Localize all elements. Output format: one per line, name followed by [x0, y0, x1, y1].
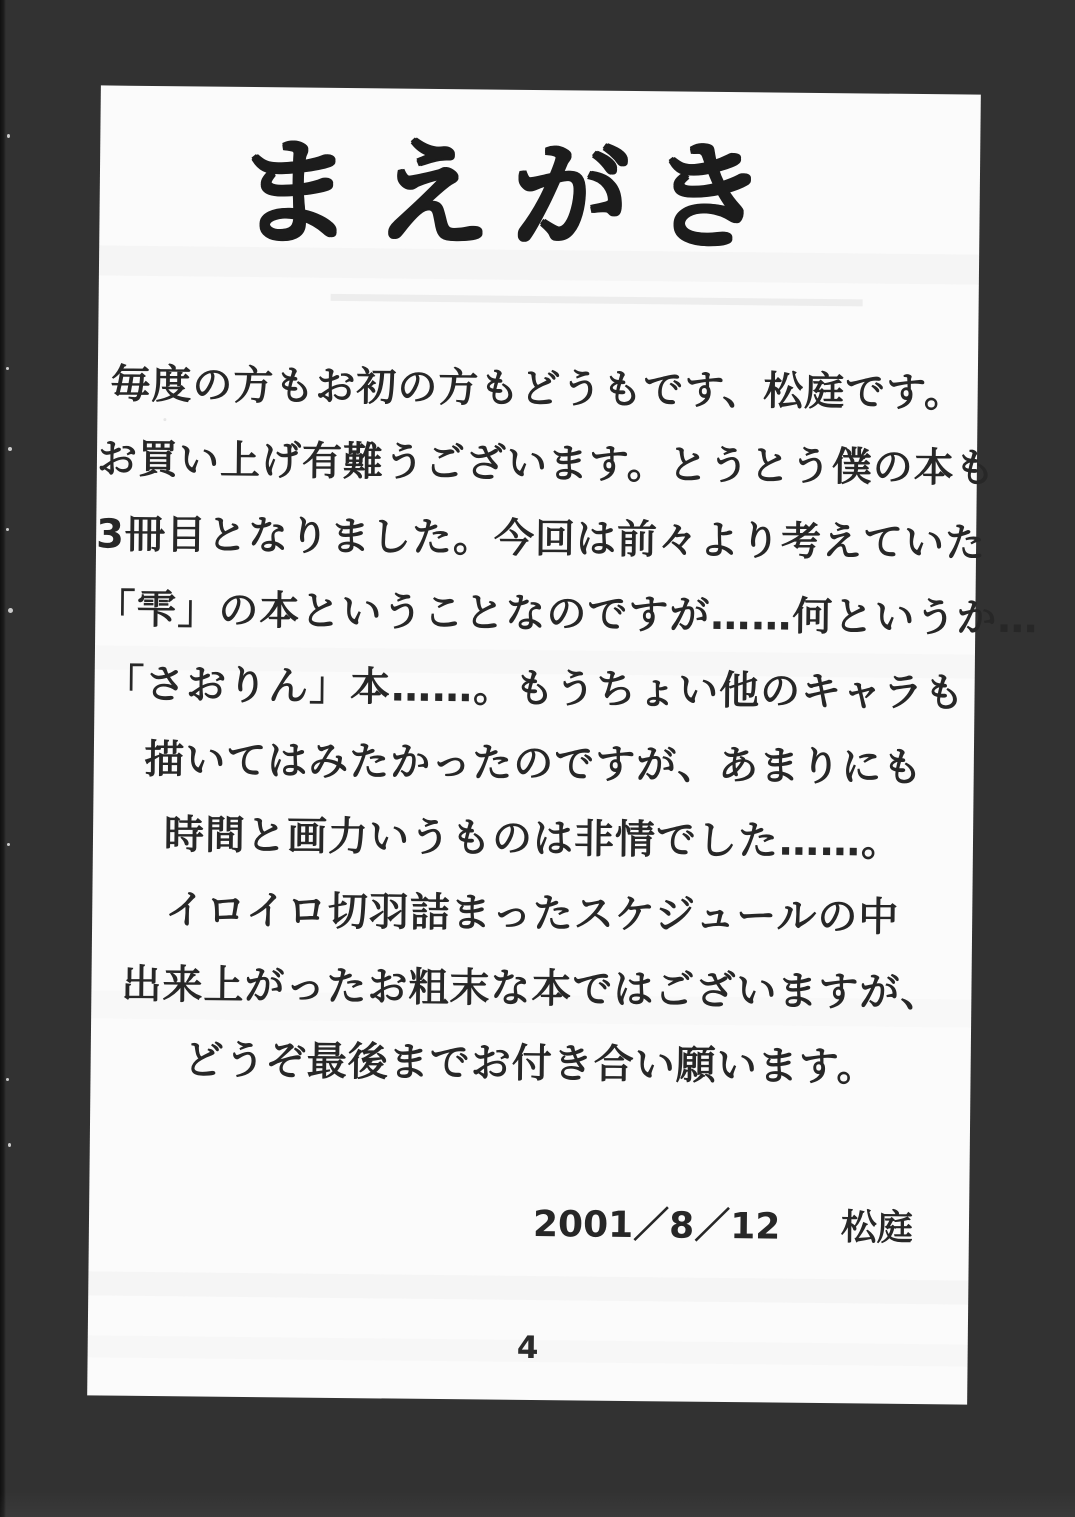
title-underline-band [331, 294, 863, 307]
body-line: イロイロ切羽詰まったスケジュールの中 [164, 887, 900, 941]
body-line: 3冊目となりました。今回は前々より考えていた [95, 511, 987, 567]
dust-speck [6, 1078, 9, 1081]
body-line: 出来上がったお粗末な本ではございますが、 [121, 961, 942, 1017]
page-title: まえがき [235, 124, 789, 266]
body-line: どうぞ最後までお付き合い願います。 [183, 1037, 878, 1091]
body-line: 時間と画力いうものは非情でした……。 [163, 812, 903, 866]
dust-speck [7, 843, 10, 846]
paper-page [87, 85, 1039, 1404]
body-line: 毎度の方もお初の方もどうもです、松庭です。 [110, 361, 966, 417]
body-line: 「さおりん」本……。もうちょい他のキャラも [103, 661, 966, 717]
preface-body [90, 347, 1039, 1106]
dust-speck [6, 367, 9, 370]
scan-bottom-band [0, 1491, 1075, 1517]
page-number: 4 [516, 1329, 539, 1367]
book-spine-edge [0, 0, 6, 1517]
signature-name: 松庭 [840, 1207, 914, 1249]
body-line: 「雫」の本ということなのですが……何というか… [95, 586, 1039, 643]
body-line: お買い上げ有難うございます。とうとう僕の本も [96, 436, 996, 492]
dust-speck [7, 134, 10, 138]
signature-date: 2001／8／12 [532, 1204, 781, 1248]
dust-speck [8, 1143, 11, 1147]
dust-speck [8, 447, 12, 451]
signature-line [533, 1196, 913, 1251]
dust-speck [6, 528, 9, 531]
body-line: 描いてはみたかったのですが、あまりにも [144, 736, 924, 792]
scan-band [88, 1271, 968, 1304]
dust-speck [8, 608, 13, 613]
